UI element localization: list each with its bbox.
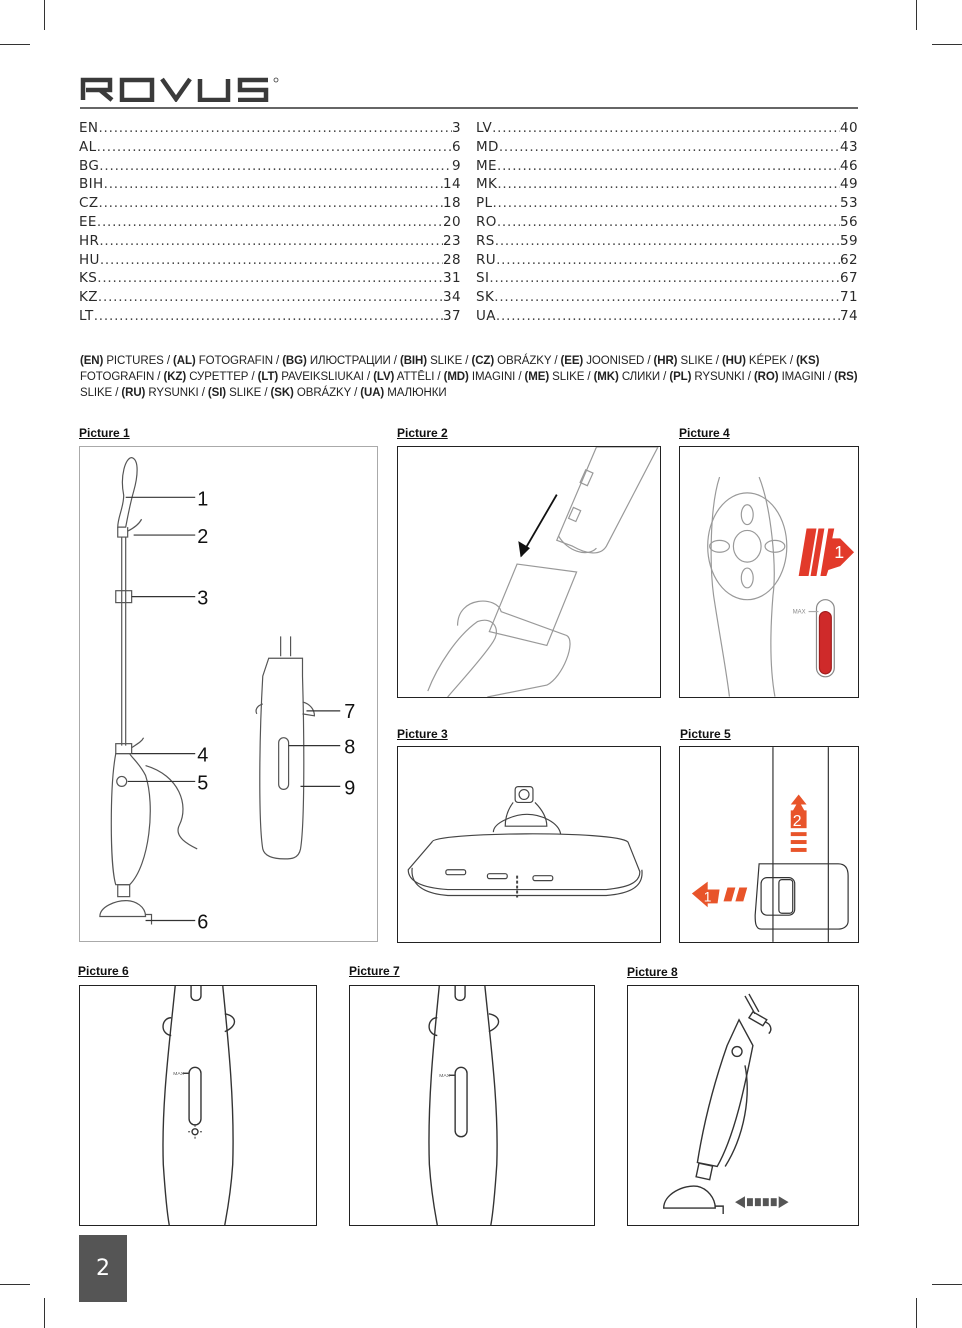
picture-4-title: Picture 4 — [679, 426, 730, 440]
toc-page-number: 46 — [840, 157, 858, 174]
legend-language-code: (CZ) — [471, 355, 495, 367]
toc-entry — [79, 214, 461, 233]
picture-8-mop-glide — [627, 985, 859, 1226]
legend-language-code: (KZ) — [163, 371, 187, 383]
toc-right-column — [476, 120, 858, 327]
legend-language-code: (LT) — [257, 371, 279, 383]
toc-entry — [476, 176, 858, 195]
picture-6-title: Picture 6 — [78, 964, 129, 978]
toc-page-number: 53 — [840, 195, 858, 212]
legend-word: СУРЕТТЕР — [189, 371, 249, 383]
legend-language-code: (RS) — [834, 371, 858, 383]
light-icon — [192, 1129, 198, 1135]
toc-language-code: BG — [79, 157, 100, 174]
header-rule — [80, 107, 858, 109]
callout-5: 5 — [197, 772, 209, 795]
crop-mark — [44, 1298, 45, 1328]
legend-language-code: (ME) — [524, 371, 550, 383]
picture-5-title: Picture 5 — [680, 727, 731, 741]
toc-language-code: ME — [476, 157, 497, 174]
toc-language-code: RO — [476, 213, 497, 230]
callout-1: 1 — [197, 488, 209, 511]
max-label: MAX — [792, 609, 806, 616]
toc-leader-dots — [499, 139, 840, 155]
legend-word: JOONISED — [586, 355, 645, 367]
toc-left-column — [79, 120, 461, 327]
toc-language-code: SI — [476, 270, 490, 287]
toc-language-code: RU — [476, 251, 497, 268]
crop-mark — [916, 0, 917, 30]
toc-leader-dots — [494, 289, 840, 305]
callout-2: 2 — [197, 526, 209, 549]
toc-entry — [476, 195, 858, 214]
legend-word: IMAGINI — [781, 371, 825, 383]
toc-entry — [79, 289, 461, 308]
toc-page-number: 74 — [840, 307, 858, 324]
legend-word: OBRÁZKY — [296, 387, 351, 399]
crop-mark — [932, 44, 962, 45]
toc-entry — [476, 289, 858, 308]
toc-entry — [476, 308, 858, 327]
legend-word: KÉPEK — [748, 355, 787, 367]
toc-page-number: 31 — [443, 270, 461, 287]
toc-page-number: 9 — [452, 157, 461, 174]
picture-3-title: Picture 3 — [397, 727, 448, 741]
pictures-legend: (EN) PICTURES / (AL) FOTOGRAFIN / (BG) ИЛЮСТРАЦИИ / (BIH) SLIKE / (CZ) OBRÁZKY / (EE) JOONISED / (HR) SLIKE / (HU) KÉPEK / (KS) FOTOGRAFIN / (KZ) СУРЕТТЕР / (LT) PAVEIKSLIUKAI / (LV) ATTĒLI / (MD) IMAGINI / (ME) SLIKE / (MK) СЛИКИ / (PL) RYSUNKI / (RO) IMAGINI / (RS) SLIKE / (RU) RYSUNKI / (SI) SLIKE / (SK) OBRÁZKY / (UA) МАЛЮНКИ — [80, 355, 858, 399]
legend-language-code: (HR) — [653, 355, 678, 367]
toc-entry — [79, 120, 461, 139]
legend-word: FOTOGRAFIN — [198, 355, 273, 367]
legend-word: PICTURES — [106, 355, 164, 367]
toc-language-code: CZ — [79, 195, 99, 212]
legend-language-code: (PL) — [669, 371, 692, 383]
step-2-label: 2 — [792, 813, 802, 831]
toc-page-number: 49 — [840, 176, 858, 193]
toc-entry — [476, 270, 858, 289]
toc-page-number: 14 — [443, 176, 461, 193]
toc-page-number: 67 — [840, 270, 858, 287]
toc-language-code: PL — [476, 195, 493, 212]
legend-language-code: (AL) — [173, 355, 196, 367]
toc-leader-dots — [98, 195, 443, 211]
callout-3: 3 — [197, 587, 209, 610]
legend-language-code: (UA) — [360, 387, 385, 399]
legend-word: OBRÁZKY — [497, 355, 552, 367]
callout-6: 6 — [197, 911, 209, 934]
toc-language-code: AL — [79, 138, 97, 155]
legend-word: МАЛЮНКИ — [387, 387, 447, 399]
toc-page-number: 56 — [840, 213, 858, 230]
step-1-label: 1 — [703, 888, 712, 905]
picture-6-tank-front — [79, 985, 317, 1226]
toc-language-code: LV — [476, 120, 493, 136]
legend-word: SLIKE — [552, 371, 585, 383]
legend-language-code: (MD) — [443, 371, 469, 383]
toc-leader-dots — [97, 139, 452, 155]
toc-page-number: 62 — [840, 251, 858, 268]
callout-7: 7 — [344, 700, 356, 723]
toc-entry — [476, 158, 858, 177]
picture-3-mop-head — [397, 746, 661, 943]
toc-leader-dots — [94, 308, 443, 324]
step-1-label: 1 — [834, 542, 845, 563]
toc-language-code: LT — [79, 307, 94, 324]
legend-word: PAVEIKSLIUKAI — [281, 371, 364, 383]
toc-language-code: BIH — [79, 176, 104, 193]
legend-word: ИЛЮСТРАЦИИ — [309, 355, 391, 367]
toc-entry — [79, 158, 461, 177]
toc-page-number: 71 — [840, 289, 858, 306]
legend-language-code: (KS) — [796, 355, 820, 367]
picture-1-steam-mop-overview — [79, 446, 378, 942]
toc-page-number: 40 — [840, 120, 858, 136]
toc-entry — [476, 139, 858, 158]
toc-language-code: RS — [476, 232, 495, 249]
picture-8-title: Picture 8 — [627, 965, 678, 979]
picture-1-title: Picture 1 — [79, 426, 130, 440]
toc-entry — [476, 120, 858, 139]
toc-leader-dots — [98, 289, 443, 305]
legend-language-code: (BG) — [282, 355, 307, 367]
crop-mark — [916, 1298, 917, 1328]
toc-leader-dots — [99, 233, 443, 249]
picture-7-tank-front-off — [349, 985, 595, 1226]
crop-mark — [0, 1284, 30, 1285]
toc-leader-dots — [492, 120, 840, 136]
toc-leader-dots — [497, 176, 840, 192]
toc-entry — [476, 233, 858, 252]
toc-page-number: 23 — [443, 232, 461, 249]
legend-language-code: (EE) — [560, 355, 584, 367]
toc-page-number: 43 — [840, 138, 858, 155]
legend-language-code: (MK) — [593, 371, 619, 383]
toc-entry — [476, 252, 858, 271]
toc-language-code: EN — [79, 120, 99, 136]
callout-9: 9 — [344, 777, 356, 800]
toc-leader-dots — [100, 252, 443, 268]
legend-word: RYSUNKI — [148, 387, 199, 399]
toc-entry — [79, 195, 461, 214]
toc-leader-dots — [496, 252, 840, 268]
toc-leader-dots — [104, 176, 443, 192]
toc-leader-dots — [98, 120, 452, 136]
legend-word: SLIKE — [430, 355, 463, 367]
toc-entry — [79, 176, 461, 195]
toc-page-number: 6 — [452, 138, 461, 155]
toc-entry — [79, 308, 461, 327]
toc-page-number: 3 — [452, 120, 461, 136]
toc-page-number: 20 — [443, 213, 461, 230]
legend-language-code: (RU) — [121, 387, 146, 399]
crop-mark — [44, 0, 45, 30]
picture-2-title: Picture 2 — [397, 426, 448, 440]
legend-word: СЛИКИ — [621, 371, 661, 383]
toc-leader-dots — [496, 308, 840, 324]
toc-entry — [79, 139, 461, 158]
legend-word: FOTOGRAFIN — [80, 371, 155, 383]
legend-language-code: (LV) — [373, 371, 395, 383]
legend-language-code: (EN) — [80, 355, 104, 367]
page-number: 2 — [79, 1235, 127, 1302]
toc-language-code: EE — [79, 213, 97, 230]
crop-mark — [0, 44, 30, 45]
legend-word: SLIKE — [229, 387, 262, 399]
toc-entry — [79, 252, 461, 271]
toc-language-code: MK — [476, 176, 498, 193]
toc-leader-dots — [497, 158, 840, 174]
toc-language-code: HU — [79, 251, 100, 268]
legend-word: IMAGINI — [471, 371, 516, 383]
picture-4-fill-tank — [679, 446, 859, 698]
legend-language-code: (RO) — [753, 371, 779, 383]
toc-page-number: 59 — [840, 232, 858, 249]
toc-language-code: MD — [476, 138, 499, 155]
toc-language-code: SK — [476, 289, 495, 306]
toc-page-number: 28 — [443, 251, 461, 268]
toc-leader-dots — [97, 214, 443, 230]
toc-leader-dots — [489, 270, 840, 286]
toc-entry — [476, 214, 858, 233]
max-label: MAX — [439, 1074, 450, 1080]
legend-language-code: (SK) — [270, 387, 294, 399]
legend-word: SLIKE — [680, 355, 713, 367]
legend-word: SLIKE — [80, 387, 113, 399]
toc-page-number: 34 — [443, 289, 461, 306]
picture-7-title: Picture 7 — [349, 964, 400, 978]
toc-page-number: 18 — [443, 195, 461, 212]
toc-language-code: UA — [476, 307, 496, 324]
legend-language-code: (SI) — [207, 387, 227, 399]
toc-leader-dots — [492, 195, 840, 211]
legend-language-code: (HU) — [721, 355, 746, 367]
legend-language-code: (BIH) — [399, 355, 427, 367]
toc-leader-dots — [99, 158, 452, 174]
legend-word: RYSUNKI — [694, 371, 745, 383]
toc-entry — [79, 233, 461, 252]
toc-leader-dots — [495, 233, 840, 249]
toc-leader-dots — [97, 270, 443, 286]
max-label: MAX — [173, 1072, 184, 1078]
toc-leader-dots — [497, 214, 840, 230]
toc-page-number: 37 — [443, 307, 461, 324]
toc-language-code: KS — [79, 270, 98, 287]
crop-mark — [932, 1284, 962, 1285]
callout-8: 8 — [344, 736, 356, 759]
toc-language-code: HR — [79, 232, 100, 249]
toc-language-code: KZ — [79, 289, 98, 306]
picture-5-release-tank — [679, 746, 859, 943]
picture-2-attach-handle — [397, 446, 661, 698]
callout-4: 4 — [197, 744, 209, 767]
legend-word: ATTĒLI — [396, 371, 435, 383]
brand-logo — [80, 76, 280, 102]
toc-entry — [79, 270, 461, 289]
